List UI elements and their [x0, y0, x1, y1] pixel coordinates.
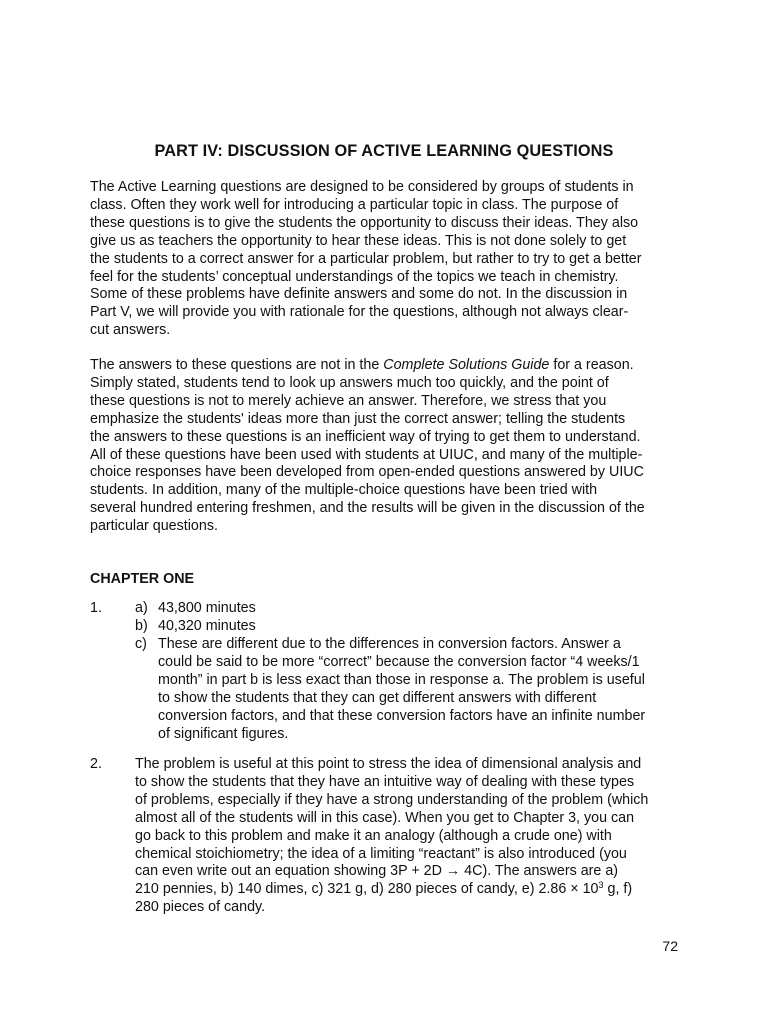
question-number: 1. — [90, 600, 102, 616]
answer-line: of significant figures. — [158, 725, 289, 742]
page-number: 72 — [662, 938, 678, 954]
answer-line: go back to this problem and make it an analogy (although a crude one) with — [135, 827, 612, 844]
answer-line — [135, 881, 680, 899]
paragraph-line: these questions is to give the students the opportunity to discuss their ideas. They also — [90, 214, 639, 231]
answer-line: can even write out an equation showing 3P + 2D → 4C). The answers are a) — [135, 863, 619, 880]
text-run: 210 pennies, b) 140 dimes, c) 321 g, d) 280 pieces of candy, e) 2.86 × 10 — [135, 881, 599, 898]
text-run: for a reason. — [549, 357, 634, 373]
paragraph-line: The Active Learning questions are designed to be considered by groups of students in — [90, 179, 634, 195]
answer-line: almost all of the students will in this case). When you get to Chapter 3, you can — [135, 809, 635, 826]
paragraph-line: class. Often they work well for introducing a particular topic in class. The purpose of — [90, 196, 619, 213]
answer-letter: a) — [135, 600, 148, 616]
answer-text: 43,800 minutes — [158, 600, 256, 616]
paragraph-line: Part V, we will provide you with rationale for the questions, although not always clear- — [90, 304, 629, 321]
text-run: The answers to these questions are not in the — [90, 357, 384, 373]
paragraph-line: the answers to these questions is an inefficient way of trying to get them to understand. — [90, 428, 641, 445]
paragraph-line: feel for the students’ conceptual understandings of the topics we teach in chemistry. — [90, 268, 619, 285]
paragraph-line — [90, 357, 680, 375]
question-2-body — [135, 756, 680, 917]
intro-paragraph — [90, 179, 680, 340]
book-title: Complete Solutions Guide — [383, 357, 550, 373]
answer-line: These are different due to the differences in conversion factors. Answer a — [158, 636, 621, 652]
paragraph-line: particular questions. — [90, 518, 218, 535]
paragraph-line: students. In addition, many of the multiple-choice questions have been tried with — [90, 482, 598, 499]
paragraph-line: the students to a correct answer for a particular problem, but rather to try to get a better — [90, 250, 642, 267]
paragraph-line: these questions is not to merely achieve an answer. Therefore, we stress that you — [90, 392, 607, 409]
page-title: PART IV: DISCUSSION OF ACTIVE LEARNING QUESTIONS — [154, 142, 614, 160]
answer-text: 40,320 minutes — [158, 618, 256, 634]
answer-line: conversion factors, and that these conversion factors have an infinite number — [158, 707, 646, 724]
answer-line: of problems, especially if they have a strong understanding of the problem (which — [135, 791, 649, 808]
answer-letter: b) — [135, 618, 148, 634]
paragraph-line: choice responses have been developed from open-ended questions answered by UIUC — [90, 464, 644, 481]
paragraph-line: emphasize the students' ideas more than just the correct answer; telling the students — [90, 410, 626, 427]
answer-line: chemical stoichiometry; the idea of a limiting “reactant” is also introduced (you — [135, 845, 627, 862]
paragraph-line: give us as teachers the opportunity to hear these ideas. This is not done solely to get — [90, 232, 627, 249]
answer-line: 280 pieces of candy. — [135, 899, 266, 916]
paragraph-line: cut answers. — [90, 322, 171, 339]
paragraph-line: All of these questions have been used with students at UIUC, and many of the multiple- — [90, 446, 643, 463]
question-number: 2. — [90, 756, 102, 772]
paragraph-line: Some of these problems have definite answers and some do not. In the discussion in — [90, 286, 628, 303]
answers-paragraph — [90, 357, 680, 536]
answer-line: The problem is useful at this point to stress the idea of dimensional analysis and — [135, 756, 642, 772]
text-run: g, f) — [603, 881, 633, 898]
answer-letter: c) — [135, 636, 147, 652]
answer-line: to show the students that they can get different answers with different — [158, 689, 597, 706]
paragraph-line: several hundred entering freshmen, and the results will be given in the discussion of the — [90, 500, 645, 517]
answer-line: could be said to be more “correct” because the conversion factor “4 weeks/1 — [158, 653, 640, 670]
paragraph-line: Simply stated, students tend to look up answers much too quickly, and the point of — [90, 374, 609, 391]
exponent: 3 — [598, 880, 604, 891]
answer-line: month” in part b is less exact than those in response a. The problem is useful — [158, 671, 645, 688]
chapter-heading: CHAPTER ONE — [90, 571, 195, 587]
answer-line: to show the students that they have an intuitive way of dealing with these types — [135, 773, 635, 790]
answer-text — [158, 636, 645, 743]
